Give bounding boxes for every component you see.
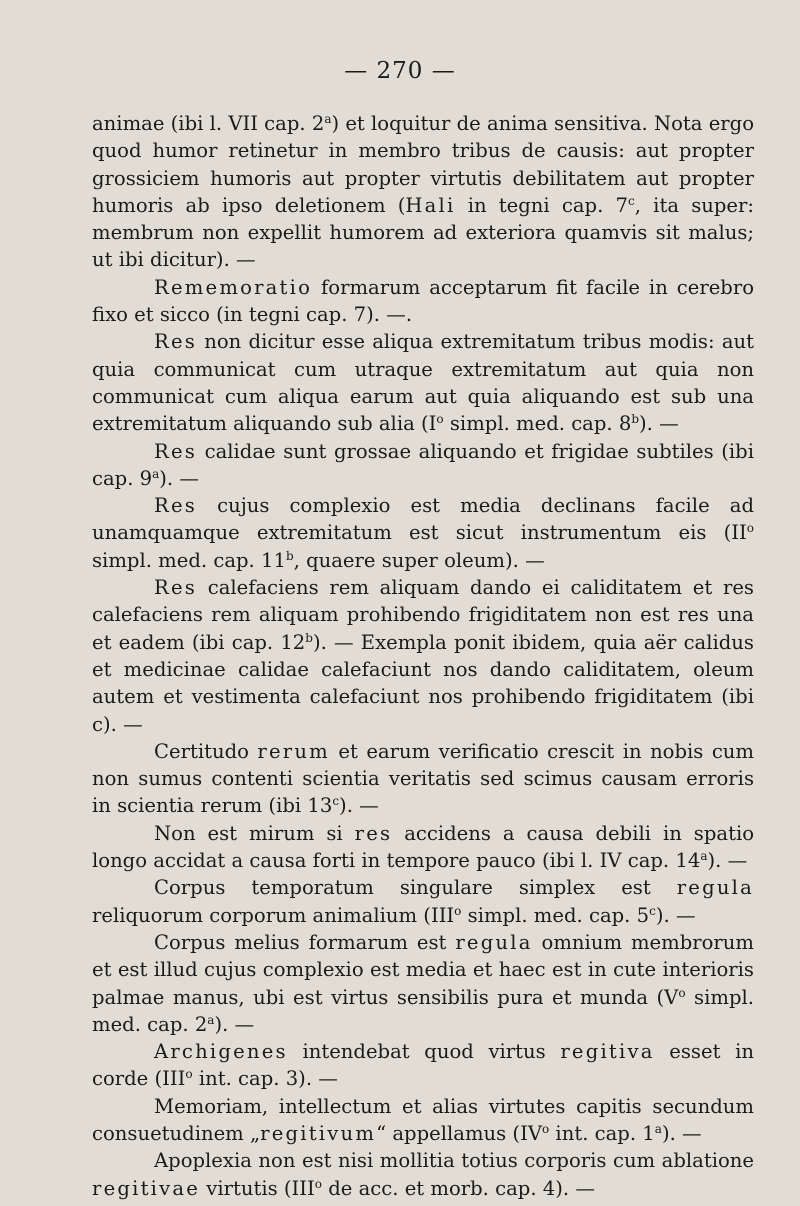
page-number: — 270 — — [344, 58, 456, 84]
superscript: o — [454, 903, 462, 918]
spaced-term: Res — [154, 576, 198, 600]
text-run: ). — — [661, 1121, 702, 1145]
superscript: a — [324, 112, 332, 126]
paragraph — [92, 274, 754, 329]
text-run: esset in corde (III — [92, 1040, 754, 1091]
superscript: o — [541, 1121, 550, 1136]
spaced-term: Hali — [405, 193, 456, 217]
superscript: c — [649, 903, 656, 918]
text-run: calidae sunt grossae aliquando et frigidae subtiles (ibi cap. 9 — [92, 439, 754, 490]
text-run: ). — — [639, 412, 679, 436]
text-run: ). — Exempla ponit ibidem, quia aër calidus et medicinae calidae calefaciunt nos dando caliditatem, oleum autem et vestimenta calefaciunt nos prohibendo frigiditatem (ibi c). — — [92, 630, 754, 736]
text-run: ). — — [707, 849, 748, 873]
spaced-term: regitivae — [92, 1176, 201, 1200]
paragraph — [92, 820, 754, 875]
text-run: Certitudo — [154, 739, 258, 763]
text-run: int. cap. 1 — [549, 1121, 655, 1145]
text-run: virtutis (III — [200, 1176, 315, 1200]
text-run: formarum acceptarum fit facile in cerebro fixo et sicco (in tegni cap. 7). —. — [92, 275, 754, 327]
text-run: , quaere super oleum). — — [293, 548, 545, 572]
text-run: calefaciens rem aliquam dando ei caliditatem et res calefaciens rem aliquam prohibendo frigiditatem non est res una et eadem (ibi cap. 12 — [92, 576, 754, 654]
spaced-term: res — [354, 821, 393, 845]
text-run: ). — — [655, 903, 696, 927]
text-run: non dicitur esse aliqua extremitatum tribus modis: aut quia communicat cum utraque extremitatum aut quia non communicat cum aliqua earum aut quia aliquando est sub una extremitatum aliquando sub alia ( — [92, 330, 754, 436]
paragraph — [92, 328, 754, 437]
text-run: intendebat quod virtus — [287, 1040, 561, 1064]
text-run: accidens a causa debili in spatio longo accidat a causa forti in tempore pauco (ibi l. IV cap. 14 — [92, 821, 755, 873]
superscript: a — [654, 1121, 662, 1136]
paragraph — [92, 874, 754, 929]
spaced-term: Rememoratio — [154, 275, 313, 299]
spaced-term: regitivum — [260, 1121, 377, 1145]
text-run: Corpus temporatum singulare simplex est — [154, 876, 677, 900]
superscript: b — [285, 548, 294, 563]
paragraph — [92, 929, 754, 1038]
text-run: cujus complexio est media declinans facile ad unamquamque extremitatum est sicut instrumentum eis (II — [92, 494, 754, 545]
superscript: a — [700, 849, 708, 864]
text-run: int. cap. 3). — — [192, 1067, 338, 1091]
text-run: ). — — [159, 466, 199, 490]
spaced-term: Res — [154, 439, 198, 463]
text-run: , ita super: membrum non expellit humorem ad exteriora quamvis sit malus; ut ibi dicitur). — — [92, 193, 754, 272]
superscript: o — [678, 985, 686, 1000]
paragraph — [92, 574, 754, 738]
superscript: o — [314, 1176, 323, 1191]
body-text — [92, 110, 754, 1202]
text-run: in tegni cap. 7 — [455, 193, 629, 217]
spaced-term: regula — [676, 876, 754, 900]
paragraph — [92, 438, 754, 493]
text-run: ). — — [339, 794, 379, 818]
text-run: ) et loquitur de anima sensitiva. Nota ergo quod humor retinetur in membro tribus de causis: aut propter grossiciem humoris aut propter virtutis debilitatem aut propter humoris ab ipso deletionem ( — [92, 112, 755, 217]
superscript: c — [628, 193, 635, 208]
superscript: a — [152, 466, 160, 481]
superscript: o — [436, 412, 444, 427]
text-run: Non est mirum si — [154, 821, 355, 845]
text-run: Corpus melius formarum est — [154, 930, 456, 954]
text-run: simpl. med. cap. 2 — [92, 985, 754, 1036]
text-run: ). — — [214, 1012, 255, 1036]
superscript: o — [746, 521, 754, 536]
text-run: de acc. et morb. cap. 4). — — [322, 1176, 595, 1200]
paragraph — [92, 1147, 754, 1202]
spaced-term: Archigenes — [154, 1040, 288, 1064]
paragraph — [92, 110, 754, 274]
spaced-term: Res — [154, 330, 198, 354]
paragraph — [92, 1093, 754, 1148]
superscript: a — [207, 1012, 215, 1027]
text-run: Apoplexia non est nisi mollitia totius corporis cum ablatione — [154, 1149, 754, 1173]
spaced-term: Res — [154, 494, 198, 518]
paragraph — [92, 738, 754, 820]
spaced-term: rerum — [257, 739, 330, 763]
text-run: simpl. med. cap. 11 — [92, 548, 286, 572]
text-run: omnium membrorum et est illud cujus complexio est media et haec est in cute interioris palmae manus, ubi est virtus sensibilis pura et munda (V — [92, 930, 754, 1009]
text-run: et earum verificatio crescit in nobis cum non sumus contenti scientia veritatis sed scimus causam erroris in scientia rerum (ibi 13 — [92, 739, 754, 818]
text-run: simpl. med. cap. 8 — [443, 412, 632, 436]
superscript: b — [305, 630, 313, 645]
superscript: o — [185, 1067, 193, 1082]
spaced-term: regitiva — [560, 1040, 655, 1064]
text-run: simpl. med. cap. 5 — [461, 903, 650, 927]
superscript: b — [631, 412, 640, 427]
text-run: Memoriam, intellectum et alias virtutes capitis secundum consuetudinem „ — [92, 1094, 754, 1145]
paragraph — [92, 492, 754, 574]
text-run: I — [428, 412, 437, 436]
text-run: “ appellamus (IV — [376, 1121, 542, 1145]
text-run: animae (ibi l. VII cap. 2 — [92, 112, 325, 135]
text-run: reliquorum corporum animalium (III — [92, 903, 455, 927]
superscript: c — [332, 794, 340, 809]
paragraph — [92, 1038, 754, 1093]
spaced-term: regula — [455, 930, 533, 954]
